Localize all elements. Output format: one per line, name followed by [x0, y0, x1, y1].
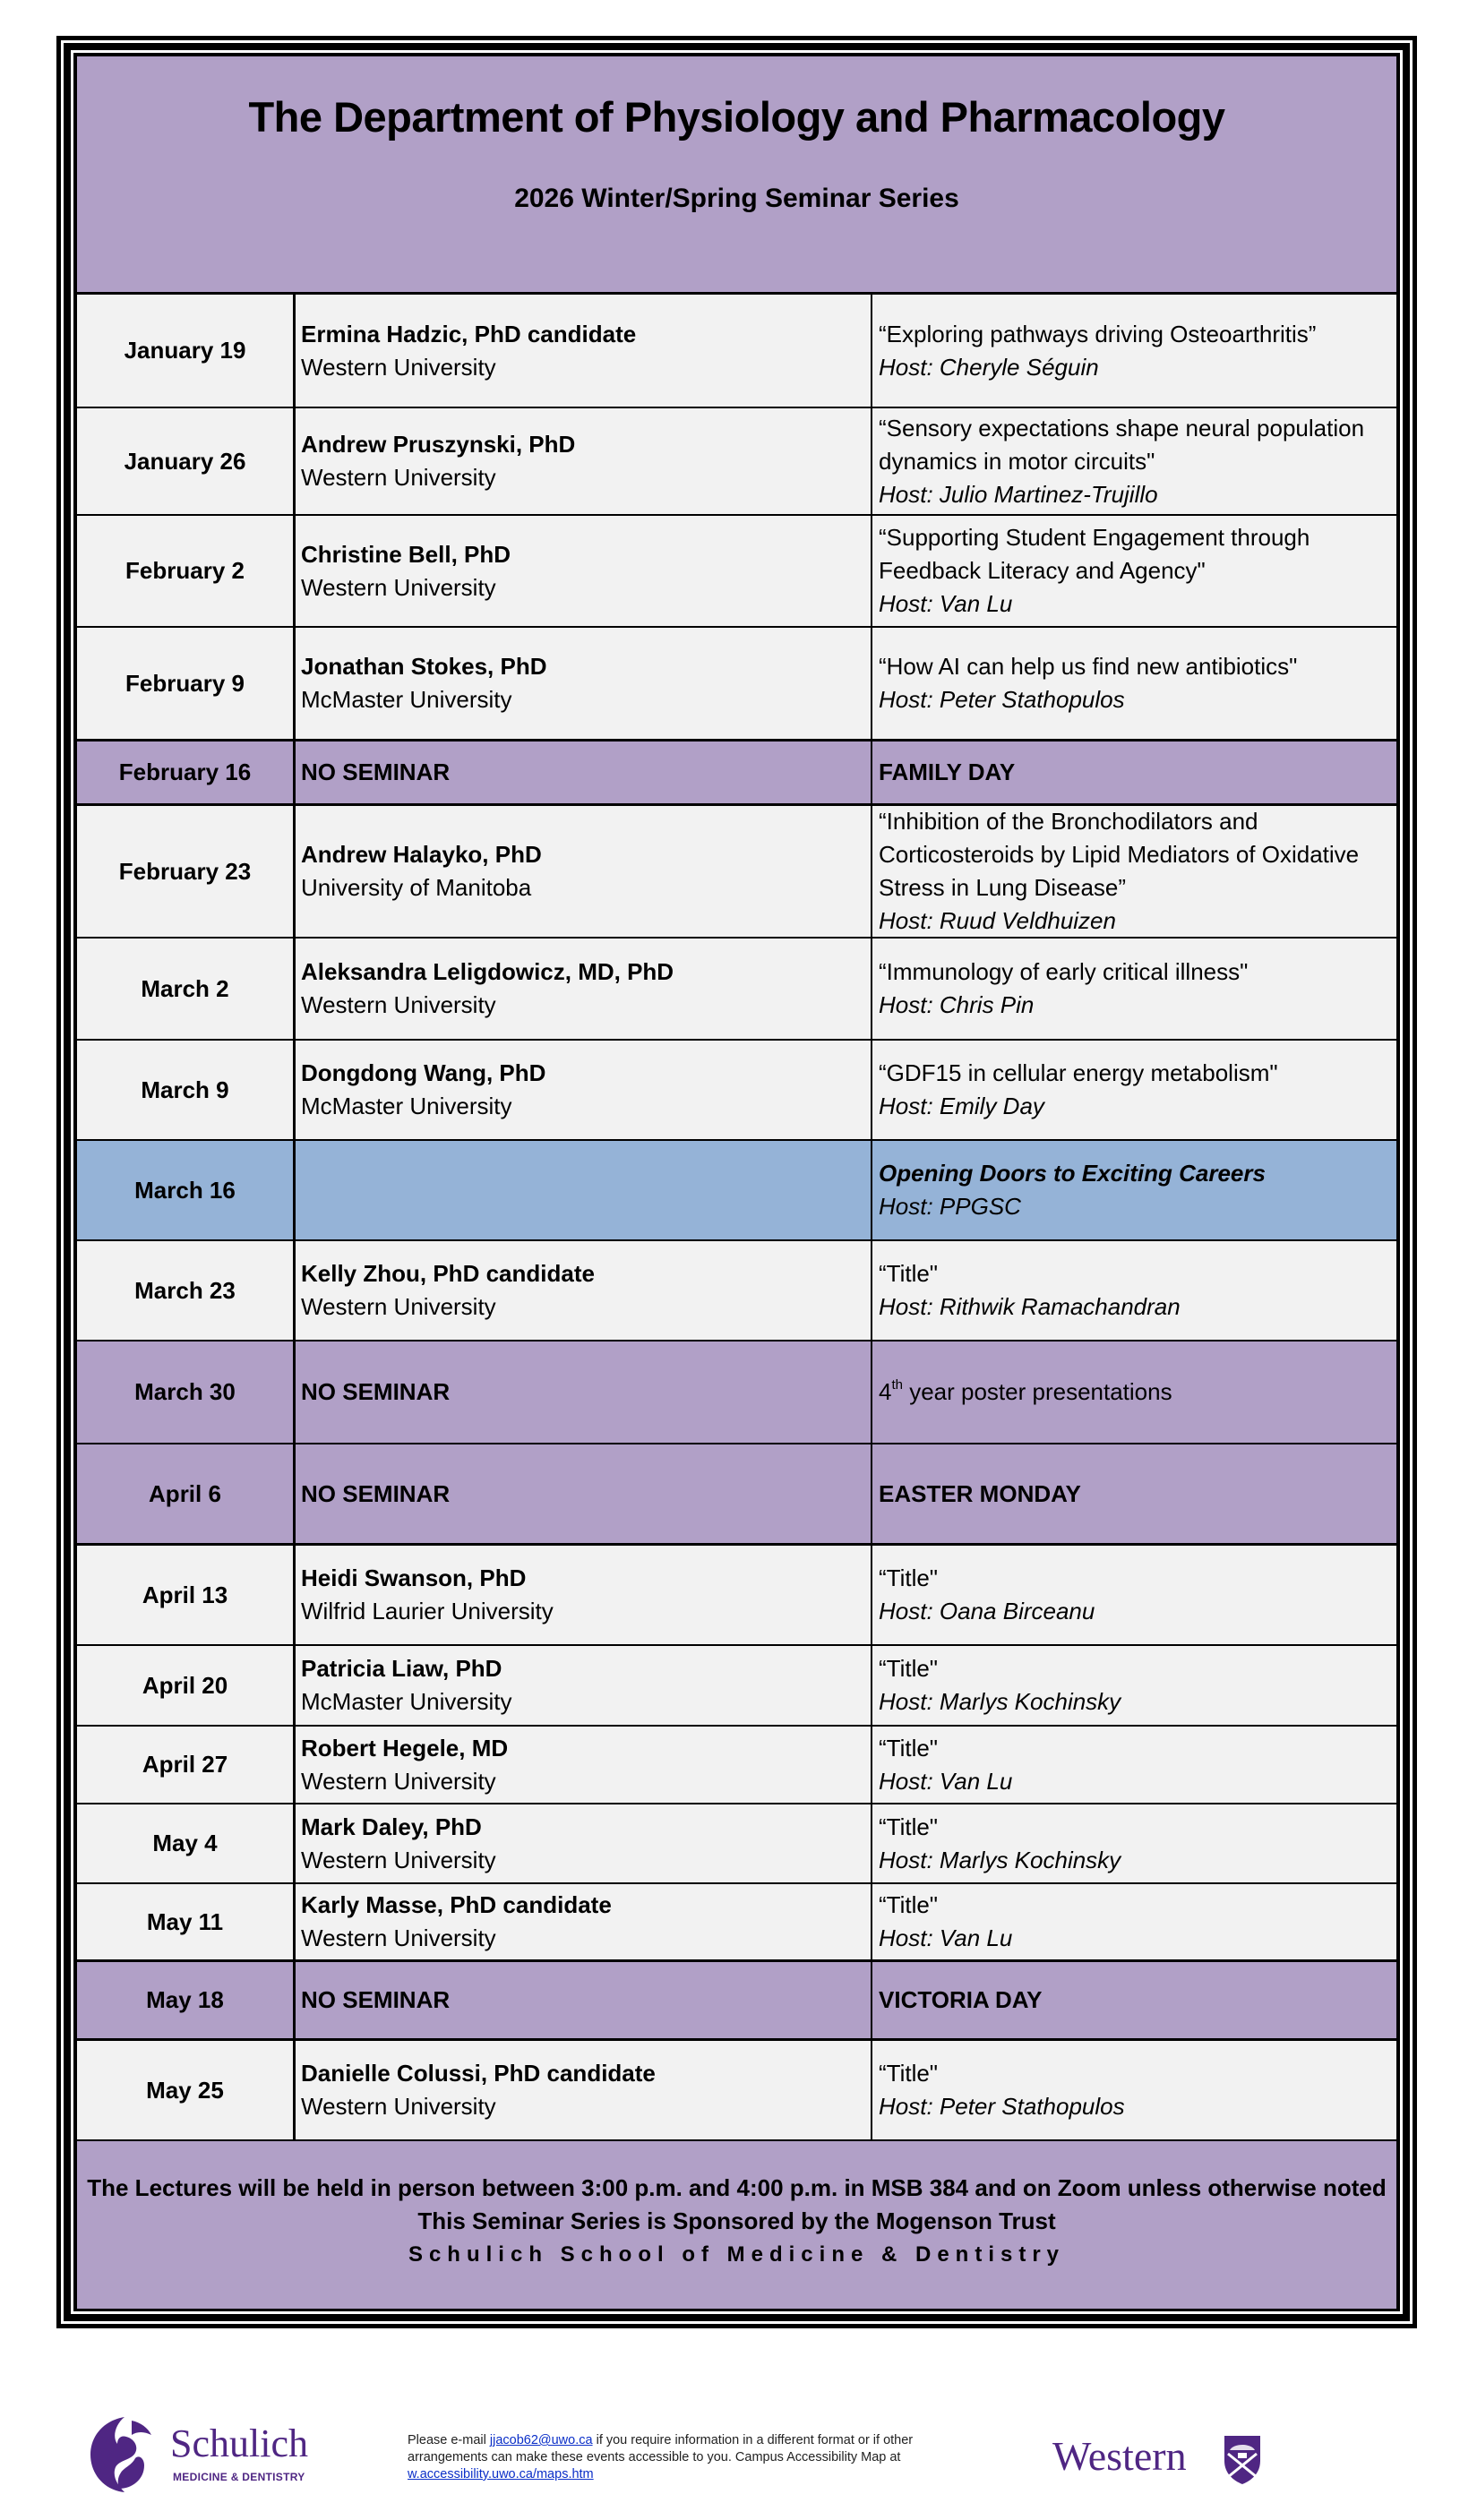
speaker-affiliation: Western University — [301, 1924, 496, 1951]
talk-title: Feedback Literacy and Agency" — [879, 557, 1206, 584]
speaker-affiliation: Western University — [301, 573, 496, 601]
talk-title: “Inhibition of the Bronchodilators and — [879, 808, 1258, 835]
talk-cell — [872, 741, 1396, 803]
table-row — [77, 1884, 1396, 1962]
date-cell: March 23 — [77, 1241, 296, 1340]
schulich-wordmark: Schulich — [170, 2421, 308, 2465]
speaker-name: Robert Hegele, MD — [301, 1734, 509, 1761]
talk-title: “Title" — [879, 1891, 939, 1918]
schulich-s-icon — [85, 2413, 166, 2494]
date-cell: March 9 — [77, 1041, 296, 1139]
talk-cell — [872, 1646, 1396, 1725]
date-cell: February 16 — [77, 741, 296, 803]
holiday-label: FAMILY DAY — [879, 759, 1016, 785]
email-link[interactable]: jjacob62@uwo.ca — [489, 2433, 593, 2447]
talk-title: “Title" — [879, 1655, 939, 1682]
speaker-affiliation: Western University — [301, 1846, 496, 1873]
speaker-cell — [296, 1041, 872, 1139]
table-row — [77, 1141, 1396, 1241]
speaker-name: Heidi Swanson, PhD — [301, 1564, 527, 1591]
talk-title: Opening Doors to Exciting Careers — [879, 1160, 1266, 1187]
host-name: Host: Marlys Kochinsky — [879, 1846, 1121, 1873]
date-cell: April 27 — [77, 1727, 296, 1803]
speaker-affiliation: Western University — [301, 2093, 496, 2120]
sponsor-note: This Seminar Series is Sponsored by the Mogenson Trust — [417, 2207, 1056, 2234]
host-name: Host: Emily Day — [879, 1093, 1044, 1119]
talk-cell — [872, 1804, 1396, 1882]
talk-cell — [872, 1241, 1396, 1340]
date-cell: May 25 — [77, 2041, 296, 2139]
talk-title: “Title" — [879, 1813, 939, 1840]
speaker-affiliation: McMaster University — [301, 1093, 512, 1119]
table-row — [77, 1727, 1396, 1804]
talk-title: “How AI can help us find new antibiotics" — [879, 653, 1298, 680]
talk-title: “GDF15 in cellular energy metabolism" — [879, 1059, 1278, 1086]
speaker-cell — [296, 516, 872, 626]
table-row — [77, 1041, 1396, 1141]
speaker-name: Ermina Hadzic, PhD candidate — [301, 320, 637, 347]
accessibility-note: Please e-mail jjacob62@uwo.ca if you require information in a different format or if other arrangements can make these events accessible to you. Campus Accessibility Map at w.accessibility.uwo.ca/maps.htm — [408, 2433, 914, 2481]
talk-cell — [872, 1962, 1396, 2038]
talk-title: “Supporting Student Engagement through — [879, 524, 1310, 551]
date-cell: April 13 — [77, 1546, 296, 1644]
speaker-name: Dongdong Wang, PhD — [301, 1059, 546, 1086]
host-name: Host: Van Lu — [879, 590, 1013, 617]
table-row — [77, 1962, 1396, 2041]
speaker-name: Aleksandra Leligdowicz, MD, PhD — [301, 958, 674, 985]
speaker-name: Andrew Halayko, PhD — [301, 841, 542, 868]
speaker-name: Christine Bell, PhD — [301, 540, 511, 568]
host-name: Host: Peter Stathopulos — [879, 2093, 1125, 2120]
speaker-cell — [296, 1884, 872, 1959]
speaker-name: NO SEMINAR — [301, 759, 451, 785]
talk-title: dynamics in motor circuits" — [879, 447, 1155, 475]
talk-title: “Title" — [879, 1260, 939, 1287]
date-cell: May 18 — [77, 1962, 296, 2038]
talk-title: “Immunology of early critical illness" — [879, 958, 1249, 985]
date-cell: May 11 — [77, 1884, 296, 1959]
table-row — [77, 1241, 1396, 1341]
speaker-name: Jonathan Stokes, PhD — [301, 653, 547, 680]
date-cell: April 6 — [77, 1444, 296, 1543]
talk-cell — [872, 1444, 1396, 1543]
speaker-cell — [296, 939, 872, 1039]
talk-title: “Exploring pathways driving Osteoarthritis” — [879, 320, 1317, 347]
speaker-cell — [296, 628, 872, 739]
date-cell: February 9 — [77, 628, 296, 739]
table-row — [77, 939, 1396, 1041]
table-row — [77, 516, 1396, 628]
table-row — [77, 1546, 1396, 1646]
talk-title: Stress in Lung Disease” — [879, 874, 1127, 901]
speaker-affiliation: Western University — [301, 991, 496, 1018]
schedule-header — [77, 56, 1396, 295]
speaker-affiliation: University of Manitoba — [301, 874, 532, 901]
talk-cell — [872, 1041, 1396, 1139]
speaker-cell — [296, 806, 872, 937]
speaker-cell — [296, 1546, 872, 1644]
table-row — [77, 408, 1396, 516]
speaker-name: Patricia Liaw, PhD — [301, 1655, 502, 1682]
talk-title: Corticosteroids by Lipid Mediators of Oxidative — [879, 841, 1360, 868]
date-cell: January 26 — [77, 408, 296, 514]
host-name: Host: Oana Birceanu — [879, 1598, 1095, 1624]
schulich-subtitle: MEDICINE & DENTISTRY — [173, 2471, 305, 2483]
table-row — [77, 1444, 1396, 1546]
speaker-cell — [296, 741, 872, 803]
talk-cell — [872, 1727, 1396, 1803]
speaker-name: NO SEMINAR — [301, 1378, 451, 1405]
speaker-cell — [296, 408, 872, 514]
talk-cell — [872, 1141, 1396, 1239]
speaker-affiliation: Western University — [301, 1293, 496, 1320]
speaker-name: Danielle Colussi, PhD candidate — [301, 2060, 656, 2087]
date-cell: March 2 — [77, 939, 296, 1039]
talk-cell — [872, 295, 1396, 407]
page-subtitle: 2026 Winter/Spring Seminar Series — [514, 184, 959, 213]
western-crest-icon — [1223, 2434, 1262, 2486]
table-row — [77, 295, 1396, 408]
date-cell: January 19 — [77, 295, 296, 407]
school-name: Schulich School of Medicine & Dentistry — [408, 2242, 1066, 2267]
talk-cell — [872, 939, 1396, 1039]
talk-title: “Title" — [879, 2060, 939, 2087]
speaker-affiliation: Western University — [301, 464, 496, 491]
western-logo — [1052, 2432, 1267, 2495]
host-name: Host: Chris Pin — [879, 991, 1035, 1018]
speaker-affiliation: McMaster University — [301, 686, 512, 713]
date-cell: February 2 — [77, 516, 296, 626]
table-row — [77, 628, 1396, 741]
schulich-logo — [85, 2413, 318, 2494]
speaker-name: NO SEMINAR — [301, 1479, 451, 1507]
event-note: 4th year poster presentations — [879, 1377, 1172, 1405]
speaker-name: Kelly Zhou, PhD candidate — [301, 1260, 595, 1287]
speaker-cell — [296, 1444, 872, 1543]
table-row — [77, 1804, 1396, 1884]
speaker-cell — [296, 1962, 872, 2038]
talk-title: “Title" — [879, 1734, 939, 1761]
talk-cell — [872, 1341, 1396, 1443]
host-name: Host: Cheryle Séguin — [879, 353, 1099, 381]
speaker-affiliation: Western University — [301, 1767, 496, 1795]
date-cell: February 23 — [77, 806, 296, 937]
speaker-cell — [296, 2041, 872, 2139]
page-title: The Department of Physiology and Pharmacology — [248, 93, 1225, 141]
table-row — [77, 2041, 1396, 2141]
talk-cell — [872, 408, 1396, 514]
host-name: Host: Julio Martinez-Trujillo — [879, 480, 1158, 508]
speaker-name: Andrew Pruszynski, PhD — [301, 431, 576, 458]
speaker-cell — [296, 1241, 872, 1340]
speaker-name: Mark Daley, PhD — [301, 1813, 482, 1840]
speaker-cell — [296, 295, 872, 407]
talk-cell — [872, 2041, 1396, 2139]
speaker-cell — [296, 1341, 872, 1443]
date-cell: March 30 — [77, 1341, 296, 1443]
table-row — [77, 1341, 1396, 1444]
speaker-cell — [296, 1804, 872, 1882]
table-row — [77, 1646, 1396, 1727]
table-row — [77, 741, 1396, 806]
talk-title: “Title" — [879, 1564, 939, 1591]
talk-cell — [872, 1546, 1396, 1644]
speaker-cell — [296, 1646, 872, 1725]
speaker-cell — [296, 1141, 872, 1239]
accessibility-map-link[interactable]: w.accessibility.uwo.ca/maps.htm — [408, 2467, 594, 2481]
western-wordmark: Western — [1052, 2433, 1187, 2479]
talk-cell — [872, 516, 1396, 626]
date-cell: April 20 — [77, 1646, 296, 1725]
date-cell: May 4 — [77, 1804, 296, 1882]
talk-cell — [872, 806, 1396, 937]
date-cell: March 16 — [77, 1141, 296, 1239]
seminar-schedule — [77, 56, 1396, 2309]
host-name: Host: PPGSC — [879, 1193, 1021, 1220]
speaker-cell — [296, 1727, 872, 1803]
location-note: The Lectures will be held in person between 3:00 p.m. and 4:00 p.m. in MSB 384 and on Zoom unless otherwise noted — [87, 2174, 1387, 2201]
holiday-label: EASTER MONDAY — [879, 1479, 1081, 1507]
speaker-name: Karly Masse, PhD candidate — [301, 1891, 612, 1918]
table-row — [77, 806, 1396, 939]
schedule-notes — [77, 2141, 1396, 2309]
talk-cell — [872, 628, 1396, 739]
speaker-affiliation: Western University — [301, 353, 496, 381]
host-name: Host: Marlys Kochinsky — [879, 1688, 1121, 1715]
talk-cell — [872, 1884, 1396, 1959]
speaker-name: NO SEMINAR — [301, 1986, 451, 2013]
speaker-affiliation: McMaster University — [301, 1688, 512, 1715]
host-name: Host: Rithwik Ramachandran — [879, 1293, 1181, 1320]
host-name: Host: Van Lu — [879, 1924, 1013, 1951]
speaker-affiliation: Wilfrid Laurier University — [301, 1598, 554, 1624]
talk-title: “Sensory expectations shape neural population — [879, 414, 1365, 441]
host-name: Host: Peter Stathopulos — [879, 686, 1125, 713]
host-name: Host: Ruud Veldhuizen — [879, 907, 1116, 934]
holiday-label: VICTORIA DAY — [879, 1986, 1043, 2013]
host-name: Host: Van Lu — [879, 1767, 1013, 1795]
